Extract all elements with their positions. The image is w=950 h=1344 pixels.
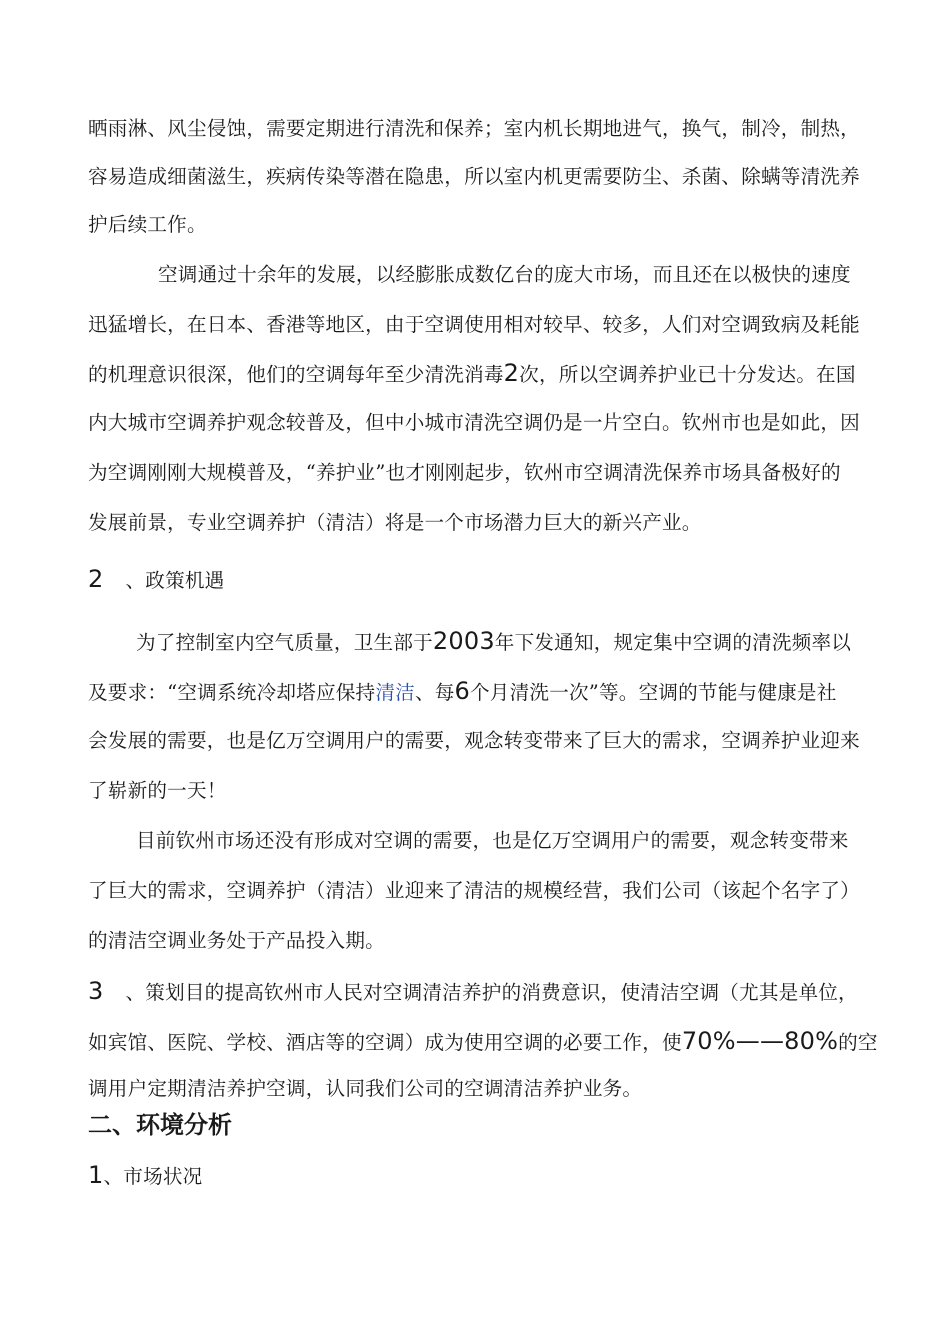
paragraph-line: 的清洁空调业务处于产品投入期。 <box>88 929 385 952</box>
paragraph-line: 目前钦州市场还没有形成对空调的需要，也是亿万空调用户的需要，观念转变带来 <box>136 829 849 852</box>
paragraph-line <box>136 626 851 658</box>
section-title: 、市场状况 <box>103 1165 203 1188</box>
text-span: 如宾馆、医院、学校、酒店等的空调）成为使用空调的必要工作，使 <box>88 1031 682 1054</box>
cleaning-link[interactable]: 清洁 <box>375 681 415 704</box>
text-span: 个月清洗一次”等。空调的节能与健康是社 <box>470 681 837 704</box>
section-number: 2 <box>88 565 104 593</box>
section-number: 3 <box>88 977 104 1005</box>
paragraph-line <box>88 1026 878 1058</box>
paragraph-line: 晒雨淋、风尘侵蚀，需要定期进行清洗和保养；室内机长期地进气，换气，制冷，制热， <box>88 117 860 140</box>
paragraph-line <box>88 358 856 390</box>
paragraph-line: 了巨大的需求，空调养护（清洁）业迎来了清洁的规模经营，我们公司（该起个名字了） <box>88 879 860 902</box>
number-span: 6 <box>454 677 471 705</box>
paragraph-line: 发展前景，专业空调养护（清洁）将是一个市场潜力巨大的新兴产业。 <box>88 511 702 534</box>
paragraph-line: 调用户定期清洁养护空调，认同我们公司的空调清洁养护业务。 <box>88 1077 643 1100</box>
subsection-heading-market <box>88 1160 202 1192</box>
text-span: 为了控制室内空气质量，卫生部于 <box>136 631 433 654</box>
text-span: 、每 <box>414 681 455 704</box>
paragraph-line: 护后续工作。 <box>88 213 207 236</box>
paragraph-line: 空调通过十余年的发展，以经膨胀成数亿台的庞大市场，而且还在以极快的速度 <box>158 263 851 286</box>
paragraph-line: 内大城市空调养护观念较普及，但中小城市清洗空调仍是一片空白。钦州市也是如此，因 <box>88 411 860 434</box>
paragraph-line: 容易造成细菌滋生，疾病传染等潜在隐患，所以室内机更需要防尘、杀菌、除螨等清洗养 <box>88 165 860 188</box>
paragraph-line: 迅猛增长，在日本、香港等地区，由于空调使用相对较早、较多，人们对空调致病及耗能 <box>88 313 860 336</box>
section-heading-policy <box>88 564 224 596</box>
section-number: 1 <box>88 1161 104 1189</box>
text-span: 次，所以空调养护业已十分发达。在国 <box>519 363 856 386</box>
text-span: 年下发通知，规定集中空调的清洗频率以 <box>494 631 852 654</box>
text-span: 及要求：“空调系统冷却塔应保持 <box>88 681 376 704</box>
section-heading-purpose <box>88 976 858 1008</box>
paragraph-line: 为空调刚刚大规模普及，“养护业”也才刚刚起步，钦州市空调清洗保养市场具备极好的 <box>88 461 841 484</box>
number-span: 70%——80% <box>681 1027 839 1055</box>
text-span: 的机理意识很深，他们的空调每年至少清洗消毒 <box>88 363 504 386</box>
text-span: 、策划目的提高钦州市人民对空调清洁养护的消费意识，使清洁空调（尤其是单位， <box>125 981 858 1004</box>
paragraph-line <box>88 676 837 708</box>
chapter-heading: 二、环境分析 <box>88 1111 232 1139</box>
paragraph-line: 会发展的需要，也是亿万空调用户的需要，观念转变带来了巨大的需求，空调养护业迎来 <box>88 729 860 752</box>
number-span: 2003 <box>432 627 495 655</box>
text-span: 的空 <box>838 1031 878 1054</box>
paragraph-line: 了崭新的一天！ <box>88 779 227 802</box>
number-span: 2 <box>503 359 520 387</box>
section-title: 、政策机遇 <box>125 569 225 592</box>
